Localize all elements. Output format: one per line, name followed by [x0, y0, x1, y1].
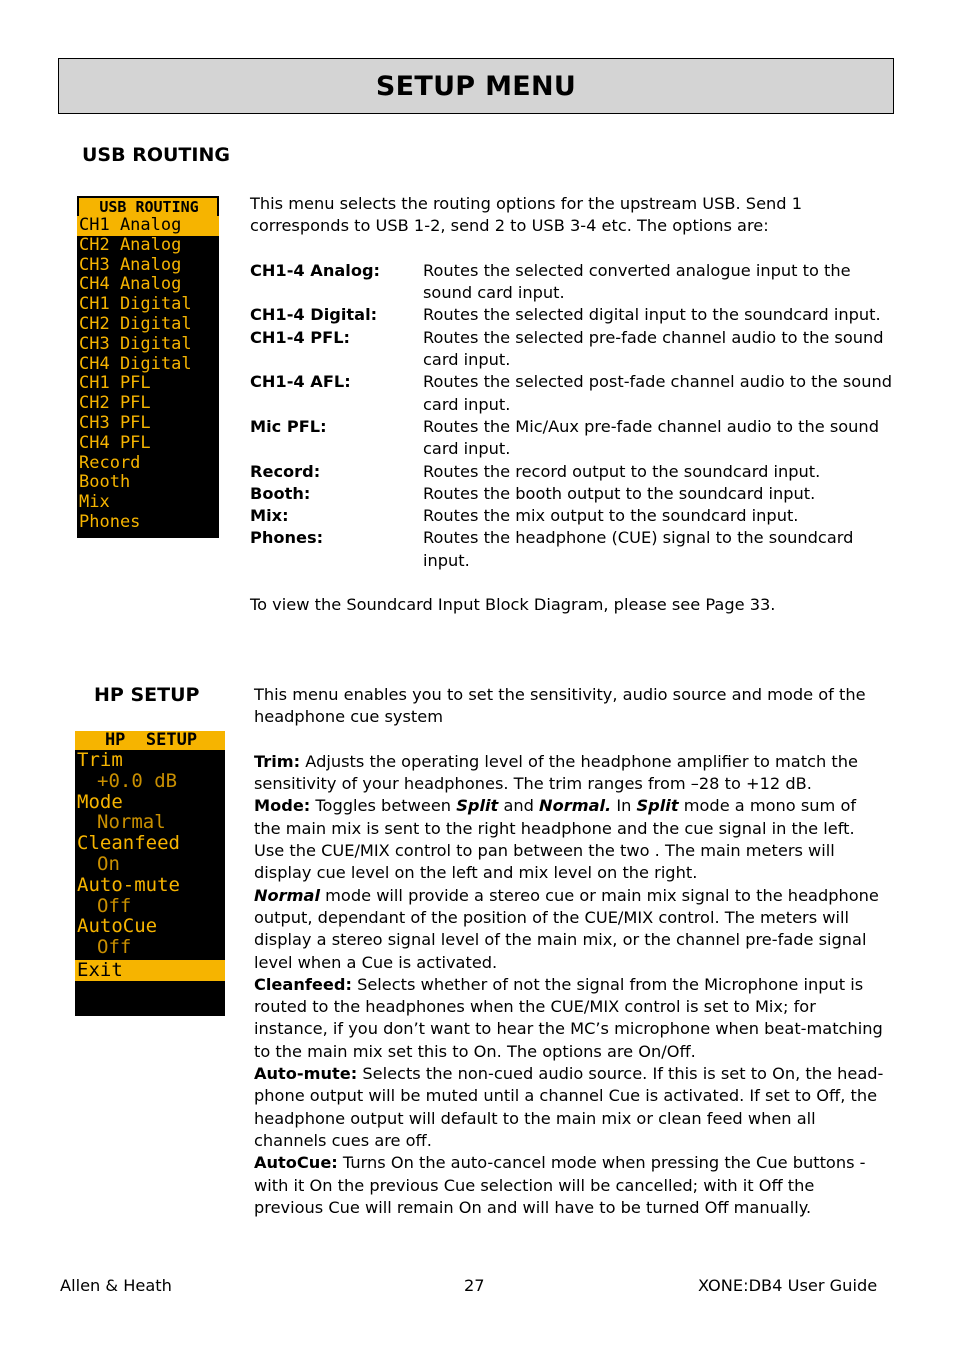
usb-routing-options-table	[250, 260, 900, 572]
usb-routing-heading: USB ROUTING	[82, 144, 230, 166]
routing-option-row	[250, 505, 900, 527]
routing-option-term: CH1-4 Analog:	[250, 260, 381, 280]
mode-paragraph	[254, 795, 886, 884]
routing-option-term: CH1-4 Digital:	[250, 305, 378, 325]
routing-option-row	[250, 483, 900, 505]
automute-paragraph	[254, 1063, 886, 1152]
lcd-item-list	[75, 750, 225, 958]
usb-routing-lcd-screenshot	[77, 196, 219, 538]
lcd-menu-item: CH2 Analog	[79, 235, 182, 255]
page-title: SETUP MENU	[375, 70, 577, 102]
cleanfeed-text: Selects whether of not the signal from the Microphone input is routed to the headphones when the CUE/MIX control is set to Mix; for instance, if you don’t want to hear the MC’s microphone when beat-matching to the main mix set this to On. The options are On/Off.	[254, 974, 883, 1061]
hp-setup-heading: HP SETUP	[94, 684, 200, 706]
trim-label: Trim:	[254, 751, 301, 771]
routing-option-row	[250, 527, 900, 572]
routing-option-term: CH1-4 AFL:	[250, 372, 351, 392]
routing-option-description: Routes the booth output to the soundcard input.	[423, 483, 816, 503]
lcd-menu-item: CH2 PFL	[79, 394, 151, 414]
cleanfeed-paragraph	[254, 974, 886, 1063]
split-term: Split	[636, 796, 679, 816]
routing-option-description: Routes the selected post-fade channel audio to the sound card input.	[423, 372, 892, 414]
lcd-menu-item: CH4 Analog	[79, 275, 182, 295]
lcd-item-list	[77, 236, 219, 533]
autocue-label: AutoCue:	[254, 1153, 338, 1173]
lcd-setting-label: Cleanfeed	[77, 833, 180, 854]
autocue-paragraph	[254, 1152, 886, 1219]
lcd-menu-item: CH2 Digital	[79, 314, 192, 334]
normal-term: Normal.	[539, 796, 612, 816]
mode-label: Mode:	[254, 796, 311, 816]
lcd-exit-item: Exit	[75, 960, 225, 981]
routing-option-term: Phones:	[250, 528, 324, 548]
lcd-setting-value: Off	[97, 937, 132, 958]
lcd-menu-item: CH3 Analog	[79, 255, 182, 275]
usb-routing-intro: This menu selects the routing options for the upstream USB. Send 1 corresponds to USB 1-2, send 2 to USB 3-4 etc. The options are:	[250, 194, 803, 236]
lcd-menu-item: CH1 Digital	[79, 295, 192, 315]
routing-option-description: Routes the Mic/Aux pre-fade channel audio to the sound card input.	[423, 416, 879, 459]
hp-setup-intro: This menu enables you to set the sensitivity, audio source and mode of the headphone cue system	[254, 685, 866, 727]
routing-option-term: Record:	[250, 461, 321, 481]
lcd-selected-item: CH1 Analog	[77, 216, 219, 236]
lcd-menu-item: Record	[79, 453, 141, 473]
lcd-setting-label: Auto-mute	[77, 874, 180, 896]
lcd-menu-item: CH4 Digital	[79, 354, 192, 374]
routing-option-row	[250, 304, 900, 326]
routing-option-term: CH1-4 PFL:	[250, 327, 351, 347]
routing-option-description: Routes the selected converted analogue input to the sound card input.	[423, 260, 851, 303]
lcd-setting-label: AutoCue	[77, 916, 158, 938]
lcd-menu-item: Booth	[79, 473, 131, 493]
lcd-menu-item: CH3 PFL	[79, 413, 151, 433]
lcd-menu-item: Mix	[79, 493, 110, 513]
footer-company: Allen & Heath	[60, 1276, 172, 1295]
page-number: 27	[464, 1276, 485, 1295]
lcd-menu-item: Phones	[79, 512, 141, 532]
mode-text: Toggles between	[310, 796, 457, 816]
lcd-menu-item: CH1 PFL	[79, 374, 151, 394]
lcd-header: USB ROUTING	[79, 198, 217, 216]
hp-setup-lcd-screenshot	[75, 731, 225, 1016]
mode-text: and	[498, 796, 540, 816]
usb-routing-body	[250, 193, 900, 617]
autocue-text: Turns On the auto-cancel mode when pressing the Cue buttons - with it On the previous Cue selection will be cancelled; with it Off the previous Cue will remain On and will have to be turned Off manually.	[254, 1153, 866, 1217]
normal-text: mode will provide a stereo cue or main mix signal to the headphone output, dependant of the position of the CUE/MIX control. The meters will display a stereo signal level of the main mix, or the channel pre-fade signal level when a Cue is activated.	[254, 885, 879, 972]
automute-label: Auto-mute:	[254, 1064, 358, 1084]
trim-text: Adjusts the operating level of the headphone amplifier to match the sensitivity of your headphones. The trim ranges from –28 to +12 dB.	[254, 751, 858, 794]
lcd-menu-item: CH4 PFL	[79, 433, 151, 453]
footer-guide-title: XONE:DB4 User Guide	[698, 1276, 878, 1295]
lcd-setting-value: Off	[97, 895, 132, 917]
mode-text: mode a mono sum of the main mix is sent to the right headphone and the cue signal in the left. Use the CUE/MIX control to pan between the two . The main meters will display cue level on the left and mix level on the right.	[254, 796, 857, 883]
routing-option-description: Routes the record output to the soundcard input.	[423, 461, 821, 481]
trim-paragraph	[254, 751, 886, 796]
routing-option-row	[250, 260, 900, 305]
routing-option-description: Routes the selected pre-fade channel audio to the sound card input.	[423, 327, 884, 370]
lcd-setting-label: Trim	[77, 750, 123, 771]
lcd-setting-value: Normal	[97, 812, 166, 834]
usb-routing-note: To view the Soundcard Input Block Diagram, please see Page 33.	[250, 595, 776, 615]
lcd-setting-label: Mode	[77, 791, 123, 813]
routing-option-term: Mic PFL:	[250, 416, 327, 436]
routing-option-term: Mix:	[250, 506, 289, 526]
routing-option-row	[250, 461, 900, 483]
normal-paragraph	[254, 885, 886, 974]
routing-option-term: Booth:	[250, 483, 311, 503]
routing-option-row	[250, 327, 900, 372]
routing-option-description: Routes the selected digital input to the soundcard input.	[423, 305, 881, 325]
mode-text: In	[611, 796, 637, 816]
split-term: Split	[456, 796, 499, 816]
lcd-setting-value: On	[97, 853, 120, 875]
normal-term: Normal	[254, 885, 320, 905]
routing-option-row	[250, 371, 900, 416]
page-banner	[58, 58, 894, 114]
automute-text: Selects the non-cued audio source. If this is set to On, the head-phone output will be muted until a channel Cue is activated. If set to Off, the headphone output will default to the main mix or clean feed when all channels cues are off.	[254, 1064, 884, 1150]
routing-option-description: Routes the headphone (CUE) signal to the soundcard input.	[423, 528, 854, 570]
lcd-header: HP SETUP	[75, 731, 225, 750]
hp-setup-body	[254, 684, 886, 1219]
routing-option-description: Routes the mix output to the soundcard input.	[423, 506, 799, 526]
cleanfeed-label: Cleanfeed:	[254, 974, 352, 994]
lcd-menu-item: CH3 Digital	[79, 334, 192, 354]
routing-option-row	[250, 416, 900, 461]
lcd-setting-value: +0.0 dB	[97, 770, 178, 792]
